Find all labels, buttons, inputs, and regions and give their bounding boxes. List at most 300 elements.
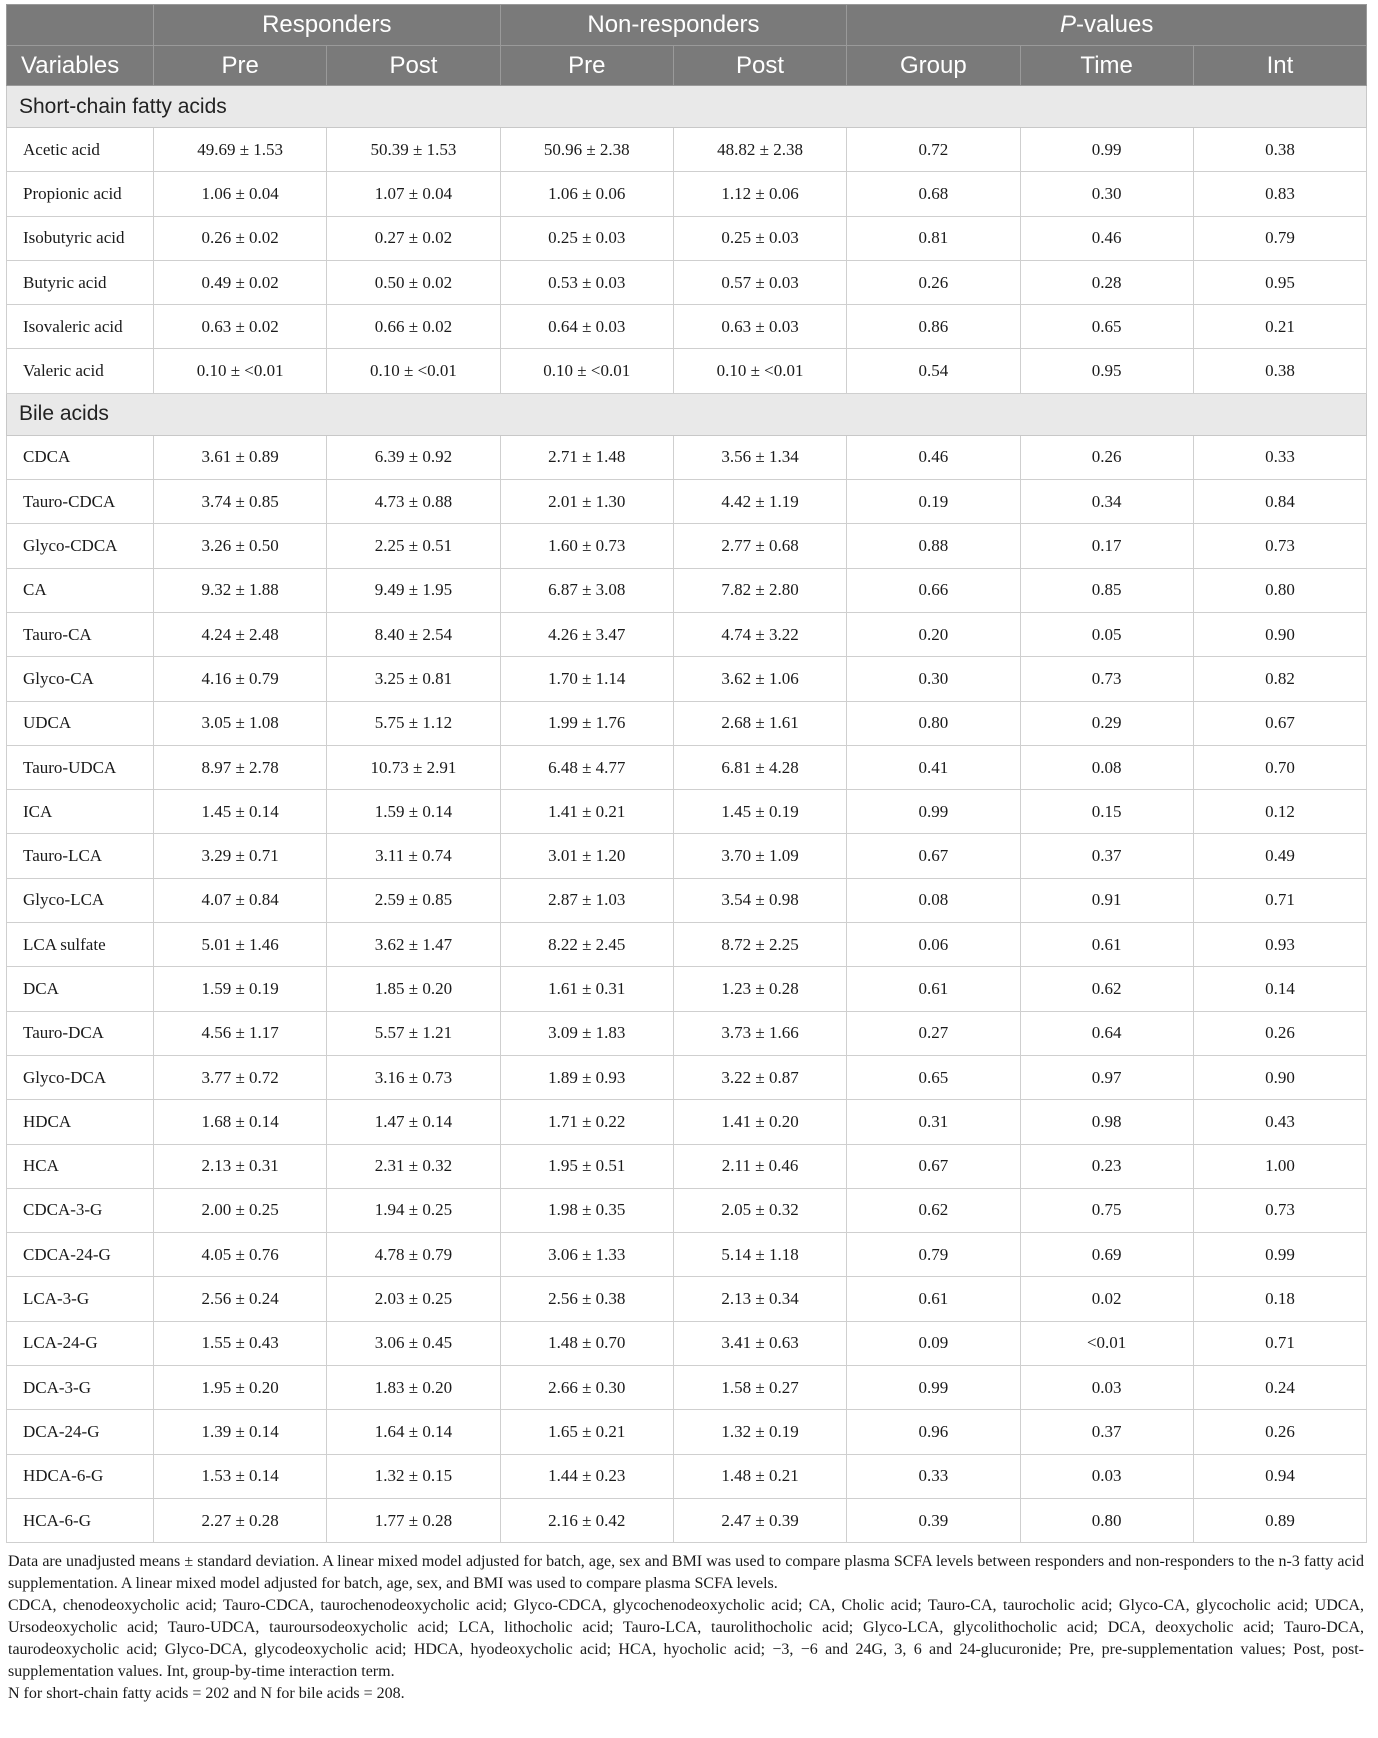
header-variables: Variables — [7, 46, 154, 86]
responders-post-cell: 0.66 ± 0.02 — [327, 305, 500, 349]
responders-post-cell: 1.83 ± 0.20 — [327, 1366, 500, 1410]
header-time: Time — [1020, 46, 1193, 86]
p-group-cell: 0.06 — [847, 923, 1020, 967]
p-group-cell: 0.09 — [847, 1321, 1020, 1365]
header-responders-post: Post — [327, 46, 500, 86]
p-int-cell: 0.73 — [1193, 524, 1366, 568]
p-group-cell: 0.79 — [847, 1233, 1020, 1277]
variable-name-cell: Glyco-DCA — [7, 1055, 154, 1099]
p-int-cell: 0.14 — [1193, 967, 1366, 1011]
non-responders-post-cell: 1.23 ± 0.28 — [673, 967, 846, 1011]
p-group-cell: 0.30 — [847, 657, 1020, 701]
table-row — [7, 1454, 1367, 1498]
footnote: CDCA, chenodeoxycholic acid; Tauro-CDCA, taurochenodeoxycholic acid; Glyco-CDCA, glycochenodeoxycholic acid; CA, Cholic acid; Tauro-CA, taurocholic acid; Glyco-CA, glycocholic acid; UDCA, Ursodeoxycholic acid; Tauro-UDCA, tauroursodeoxycholic acid; LCA, lithocholic acid; Tauro-LCA, taurolithocholic acid; Glyco-LCA, glycolithocholic acid; DCA, deoxycholic acid; Tauro-DCA, taurodeoxycholic acid; Glyco-DCA, glycodeoxycholic acid; HDCA, hyodeoxycholic acid; HCA, hyocholic acid; −3, −6 and 24G, 3, 6 and 24-glucuronide; Pre, pre-supplementation values; Post, post-supplementation values. Int, group-by-time interaction term. — [8, 1597, 1364, 1681]
responders-pre-cell: 49.69 ± 1.53 — [154, 128, 327, 172]
non-responders-post-cell: 2.13 ± 0.34 — [673, 1277, 846, 1321]
p-time-cell: 0.91 — [1020, 878, 1193, 922]
non-responders-pre-cell: 4.26 ± 3.47 — [500, 612, 673, 656]
non-responders-pre-cell: 1.48 ± 0.70 — [500, 1321, 673, 1365]
p-int-cell: 0.99 — [1193, 1233, 1366, 1277]
non-responders-pre-cell: 6.48 ± 4.77 — [500, 745, 673, 789]
p-time-cell: 0.69 — [1020, 1233, 1193, 1277]
p-group-cell: 0.41 — [847, 745, 1020, 789]
non-responders-pre-cell: 1.98 ± 0.35 — [500, 1188, 673, 1232]
p-int-cell: 0.26 — [1193, 1410, 1366, 1454]
p-group-cell: 0.68 — [847, 172, 1020, 216]
responders-post-cell: 1.59 ± 0.14 — [327, 790, 500, 834]
responders-pre-cell: 1.45 ± 0.14 — [154, 790, 327, 834]
non-responders-pre-cell: 1.89 ± 0.93 — [500, 1055, 673, 1099]
variable-name-cell: HCA — [7, 1144, 154, 1188]
non-responders-pre-cell: 3.09 ± 1.83 — [500, 1011, 673, 1055]
responders-pre-cell: 4.56 ± 1.17 — [154, 1011, 327, 1055]
responders-pre-cell: 1.39 ± 0.14 — [154, 1410, 327, 1454]
variable-name-cell: Acetic acid — [7, 128, 154, 172]
non-responders-pre-cell: 3.06 ± 1.33 — [500, 1233, 673, 1277]
p-int-cell: 0.73 — [1193, 1188, 1366, 1232]
table-row — [7, 1498, 1367, 1542]
p-time-cell: 0.85 — [1020, 568, 1193, 612]
table-row — [7, 1144, 1367, 1188]
responders-post-cell: 0.27 ± 0.02 — [327, 216, 500, 260]
p-int-cell: 1.00 — [1193, 1144, 1366, 1188]
p-int-cell: 0.90 — [1193, 1055, 1366, 1099]
responders-post-cell: 1.47 ± 0.14 — [327, 1100, 500, 1144]
table-row — [7, 260, 1367, 304]
table-row — [7, 878, 1367, 922]
table-row — [7, 790, 1367, 834]
variable-name-cell: Valeric acid — [7, 349, 154, 393]
responders-post-cell: 3.25 ± 0.81 — [327, 657, 500, 701]
non-responders-post-cell: 3.73 ± 1.66 — [673, 1011, 846, 1055]
table-row — [7, 1100, 1367, 1144]
p-group-cell: 0.33 — [847, 1454, 1020, 1498]
table-row — [7, 701, 1367, 745]
variable-name-cell: CDCA-24-G — [7, 1233, 154, 1277]
variable-name-cell: DCA-24-G — [7, 1410, 154, 1454]
responders-pre-cell: 2.00 ± 0.25 — [154, 1188, 327, 1232]
table-row — [7, 435, 1367, 479]
non-responders-post-cell: 2.47 ± 0.39 — [673, 1498, 846, 1542]
p-int-cell: 0.83 — [1193, 172, 1366, 216]
table-row — [7, 128, 1367, 172]
non-responders-post-cell: 2.77 ± 0.68 — [673, 524, 846, 568]
non-responders-pre-cell: 2.16 ± 0.42 — [500, 1498, 673, 1542]
p-int-cell: 0.33 — [1193, 435, 1366, 479]
p-group-cell: 0.19 — [847, 480, 1020, 524]
p-int-cell: 0.71 — [1193, 878, 1366, 922]
variable-name-cell: Isovaleric acid — [7, 305, 154, 349]
variable-name-cell: LCA-3-G — [7, 1277, 154, 1321]
non-responders-post-cell: 3.62 ± 1.06 — [673, 657, 846, 701]
table-row — [7, 923, 1367, 967]
responders-post-cell: 2.25 ± 0.51 — [327, 524, 500, 568]
table-row — [7, 1055, 1367, 1099]
non-responders-post-cell: 1.41 ± 0.20 — [673, 1100, 846, 1144]
responders-pre-cell: 2.27 ± 0.28 — [154, 1498, 327, 1542]
header-p-values — [847, 5, 1367, 46]
p-time-cell: <0.01 — [1020, 1321, 1193, 1365]
responders-pre-cell: 5.01 ± 1.46 — [154, 923, 327, 967]
non-responders-pre-cell: 1.65 ± 0.21 — [500, 1410, 673, 1454]
responders-pre-cell: 1.68 ± 0.14 — [154, 1100, 327, 1144]
p-time-cell: 0.29 — [1020, 701, 1193, 745]
non-responders-pre-cell: 8.22 ± 2.45 — [500, 923, 673, 967]
responders-post-cell: 6.39 ± 0.92 — [327, 435, 500, 479]
variable-name-cell: Glyco-CA — [7, 657, 154, 701]
non-responders-pre-cell: 2.01 ± 1.30 — [500, 480, 673, 524]
non-responders-post-cell: 3.56 ± 1.34 — [673, 435, 846, 479]
p-group-cell: 0.61 — [847, 1277, 1020, 1321]
p-int-cell: 0.70 — [1193, 745, 1366, 789]
variable-name-cell: UDCA — [7, 701, 154, 745]
responders-pre-cell: 3.29 ± 0.71 — [154, 834, 327, 878]
p-group-cell: 0.26 — [847, 260, 1020, 304]
header-int: Int — [1193, 46, 1366, 86]
table-row — [7, 1410, 1367, 1454]
p-time-cell: 0.95 — [1020, 349, 1193, 393]
p-int-cell: 0.38 — [1193, 349, 1366, 393]
non-responders-pre-cell: 1.61 ± 0.31 — [500, 967, 673, 1011]
p-group-cell: 0.99 — [847, 790, 1020, 834]
responders-pre-cell: 2.13 ± 0.31 — [154, 1144, 327, 1188]
responders-post-cell: 1.32 ± 0.15 — [327, 1454, 500, 1498]
section-row — [7, 86, 1367, 128]
p-int-cell: 0.90 — [1193, 612, 1366, 656]
p-group-cell: 0.81 — [847, 216, 1020, 260]
non-responders-post-cell: 2.68 ± 1.61 — [673, 701, 846, 745]
responders-pre-cell: 2.56 ± 0.24 — [154, 1277, 327, 1321]
p-time-cell: 0.30 — [1020, 172, 1193, 216]
responders-pre-cell: 4.16 ± 0.79 — [154, 657, 327, 701]
non-responders-pre-cell: 1.60 ± 0.73 — [500, 524, 673, 568]
p-int-cell: 0.79 — [1193, 216, 1366, 260]
non-responders-post-cell: 1.48 ± 0.21 — [673, 1454, 846, 1498]
p-time-cell: 0.03 — [1020, 1454, 1193, 1498]
variable-name-cell: HCA-6-G — [7, 1498, 154, 1542]
responders-pre-cell: 3.61 ± 0.89 — [154, 435, 327, 479]
p-group-cell: 0.61 — [847, 967, 1020, 1011]
table-row — [7, 568, 1367, 612]
responders-post-cell: 5.57 ± 1.21 — [327, 1011, 500, 1055]
table-row — [7, 1321, 1367, 1365]
non-responders-pre-cell: 50.96 ± 2.38 — [500, 128, 673, 172]
p-time-cell: 0.97 — [1020, 1055, 1193, 1099]
responders-pre-cell: 1.59 ± 0.19 — [154, 967, 327, 1011]
p-group-cell: 0.31 — [847, 1100, 1020, 1144]
responders-post-cell: 5.75 ± 1.12 — [327, 701, 500, 745]
p-time-cell: 0.23 — [1020, 1144, 1193, 1188]
non-responders-pre-cell: 0.53 ± 0.03 — [500, 260, 673, 304]
p-group-cell: 0.27 — [847, 1011, 1020, 1055]
p-int-cell: 0.84 — [1193, 480, 1366, 524]
non-responders-post-cell: 3.41 ± 0.63 — [673, 1321, 846, 1365]
responders-pre-cell: 0.26 ± 0.02 — [154, 216, 327, 260]
non-responders-post-cell: 7.82 ± 2.80 — [673, 568, 846, 612]
variable-name-cell: Tauro-CA — [7, 612, 154, 656]
table-container — [6, 4, 1366, 1705]
table-row — [7, 745, 1367, 789]
variable-name-cell: DCA — [7, 967, 154, 1011]
non-responders-post-cell: 0.63 ± 0.03 — [673, 305, 846, 349]
non-responders-pre-cell: 2.87 ± 1.03 — [500, 878, 673, 922]
responders-post-cell: 0.50 ± 0.02 — [327, 260, 500, 304]
variable-name-cell: Glyco-LCA — [7, 878, 154, 922]
table-row — [7, 967, 1367, 1011]
p-time-cell: 0.61 — [1020, 923, 1193, 967]
responders-post-cell: 1.94 ± 0.25 — [327, 1188, 500, 1232]
p-group-cell: 0.99 — [847, 1366, 1020, 1410]
p-group-cell: 0.66 — [847, 568, 1020, 612]
p-time-cell: 0.64 — [1020, 1011, 1193, 1055]
responders-post-cell: 50.39 ± 1.53 — [327, 128, 500, 172]
footnote: Data are unadjusted means ± standard deviation. A linear mixed model adjusted for batch, age, sex and BMI was used to compare plasma SCFA levels between responders and non-responders to the n-3 fatty acid supplementation. A linear mixed model adjusted for batch, age, sex, and BMI was used to compare plasma SCFA levels. — [8, 1553, 1364, 1593]
variable-name-cell: Propionic acid — [7, 172, 154, 216]
table-row — [7, 1277, 1367, 1321]
non-responders-post-cell: 3.70 ± 1.09 — [673, 834, 846, 878]
non-responders-pre-cell: 0.64 ± 0.03 — [500, 305, 673, 349]
p-group-cell: 0.86 — [847, 305, 1020, 349]
p-group-cell: 0.72 — [847, 128, 1020, 172]
variable-name-cell: CDCA-3-G — [7, 1188, 154, 1232]
p-int-cell: 0.12 — [1193, 790, 1366, 834]
p-int-cell: 0.24 — [1193, 1366, 1366, 1410]
responders-pre-cell: 0.49 ± 0.02 — [154, 260, 327, 304]
data-table — [6, 4, 1367, 1543]
p-group-cell: 0.62 — [847, 1188, 1020, 1232]
section-title: Short-chain fatty acids — [7, 86, 1367, 128]
non-responders-pre-cell: 6.87 ± 3.08 — [500, 568, 673, 612]
variable-name-cell: HDCA — [7, 1100, 154, 1144]
non-responders-pre-cell: 1.99 ± 1.76 — [500, 701, 673, 745]
responders-pre-cell: 0.63 ± 0.02 — [154, 305, 327, 349]
p-int-cell: 0.93 — [1193, 923, 1366, 967]
table-row — [7, 1011, 1367, 1055]
responders-pre-cell: 1.95 ± 0.20 — [154, 1366, 327, 1410]
p-int-cell: 0.43 — [1193, 1100, 1366, 1144]
non-responders-pre-cell: 0.25 ± 0.03 — [500, 216, 673, 260]
p-int-cell: 0.89 — [1193, 1498, 1366, 1542]
non-responders-post-cell: 2.11 ± 0.46 — [673, 1144, 846, 1188]
variable-name-cell: CA — [7, 568, 154, 612]
p-group-cell: 0.46 — [847, 435, 1020, 479]
non-responders-pre-cell: 1.95 ± 0.51 — [500, 1144, 673, 1188]
non-responders-post-cell: 6.81 ± 4.28 — [673, 745, 846, 789]
non-responders-pre-cell: 1.70 ± 1.14 — [500, 657, 673, 701]
responders-pre-cell: 3.26 ± 0.50 — [154, 524, 327, 568]
responders-post-cell: 1.85 ± 0.20 — [327, 967, 500, 1011]
p-group-cell: 0.80 — [847, 701, 1020, 745]
p-time-cell: 0.80 — [1020, 1498, 1193, 1542]
table-row — [7, 172, 1367, 216]
p-time-cell: 0.03 — [1020, 1366, 1193, 1410]
table-header — [7, 5, 1367, 86]
non-responders-post-cell: 2.05 ± 0.32 — [673, 1188, 846, 1232]
p-time-cell: 0.28 — [1020, 260, 1193, 304]
variable-name-cell: ICA — [7, 790, 154, 834]
non-responders-pre-cell: 1.41 ± 0.21 — [500, 790, 673, 834]
non-responders-post-cell: 1.58 ± 0.27 — [673, 1366, 846, 1410]
p-time-cell: 0.75 — [1020, 1188, 1193, 1232]
responders-post-cell: 1.07 ± 0.04 — [327, 172, 500, 216]
responders-post-cell: 3.11 ± 0.74 — [327, 834, 500, 878]
variable-name-cell: HDCA-6-G — [7, 1454, 154, 1498]
non-responders-post-cell: 4.42 ± 1.19 — [673, 480, 846, 524]
non-responders-post-cell: 48.82 ± 2.38 — [673, 128, 846, 172]
p-group-cell: 0.96 — [847, 1410, 1020, 1454]
responders-post-cell: 0.10 ± <0.01 — [327, 349, 500, 393]
p-group-cell: 0.88 — [847, 524, 1020, 568]
p-int-cell: 0.18 — [1193, 1277, 1366, 1321]
variable-name-cell: Isobutyric acid — [7, 216, 154, 260]
header-p-values-rest: -values — [1075, 11, 1154, 38]
non-responders-post-cell: 1.12 ± 0.06 — [673, 172, 846, 216]
responders-post-cell: 2.59 ± 0.85 — [327, 878, 500, 922]
header-non-responders-pre: Pre — [500, 46, 673, 86]
non-responders-post-cell: 1.45 ± 0.19 — [673, 790, 846, 834]
responders-post-cell: 1.77 ± 0.28 — [327, 1498, 500, 1542]
responders-pre-cell: 1.06 ± 0.04 — [154, 172, 327, 216]
header-non-responders: Non-responders — [500, 5, 847, 46]
p-time-cell: 0.15 — [1020, 790, 1193, 834]
variable-name-cell: Tauro-DCA — [7, 1011, 154, 1055]
responders-pre-cell: 1.53 ± 0.14 — [154, 1454, 327, 1498]
p-time-cell: 0.65 — [1020, 305, 1193, 349]
p-int-cell: 0.82 — [1193, 657, 1366, 701]
header-blank — [7, 5, 154, 46]
p-int-cell: 0.71 — [1193, 1321, 1366, 1365]
p-int-cell: 0.26 — [1193, 1011, 1366, 1055]
responders-pre-cell: 4.24 ± 2.48 — [154, 612, 327, 656]
p-time-cell: 0.26 — [1020, 435, 1193, 479]
responders-post-cell: 2.03 ± 0.25 — [327, 1277, 500, 1321]
responders-post-cell: 3.06 ± 0.45 — [327, 1321, 500, 1365]
responders-pre-cell: 3.77 ± 0.72 — [154, 1055, 327, 1099]
non-responders-pre-cell: 1.44 ± 0.23 — [500, 1454, 673, 1498]
p-time-cell: 0.99 — [1020, 128, 1193, 172]
section-title: Bile acids — [7, 393, 1367, 435]
table-row — [7, 349, 1367, 393]
p-int-cell: 0.94 — [1193, 1454, 1366, 1498]
non-responders-post-cell: 0.10 ± <0.01 — [673, 349, 846, 393]
table-footnotes — [6, 1551, 1366, 1705]
non-responders-post-cell: 4.74 ± 3.22 — [673, 612, 846, 656]
non-responders-pre-cell: 0.10 ± <0.01 — [500, 349, 673, 393]
responders-post-cell: 10.73 ± 2.91 — [327, 745, 500, 789]
p-group-cell: 0.54 — [847, 349, 1020, 393]
responders-pre-cell: 1.55 ± 0.43 — [154, 1321, 327, 1365]
non-responders-pre-cell: 2.66 ± 0.30 — [500, 1366, 673, 1410]
non-responders-post-cell: 1.32 ± 0.19 — [673, 1410, 846, 1454]
responders-post-cell: 4.78 ± 0.79 — [327, 1233, 500, 1277]
p-time-cell: 0.17 — [1020, 524, 1193, 568]
table-row — [7, 524, 1367, 568]
non-responders-post-cell: 0.57 ± 0.03 — [673, 260, 846, 304]
p-time-cell: 0.98 — [1020, 1100, 1193, 1144]
p-time-cell: 0.46 — [1020, 216, 1193, 260]
non-responders-pre-cell: 1.71 ± 0.22 — [500, 1100, 673, 1144]
p-time-cell: 0.05 — [1020, 612, 1193, 656]
footnote: N for short-chain fatty acids = 202 and N for bile acids = 208. — [8, 1685, 405, 1703]
non-responders-pre-cell: 1.06 ± 0.06 — [500, 172, 673, 216]
variable-name-cell: Tauro-LCA — [7, 834, 154, 878]
variable-name-cell: LCA sulfate — [7, 923, 154, 967]
non-responders-pre-cell: 2.56 ± 0.38 — [500, 1277, 673, 1321]
p-int-cell: 0.21 — [1193, 305, 1366, 349]
table-row — [7, 1188, 1367, 1232]
p-int-cell: 0.49 — [1193, 834, 1366, 878]
responders-post-cell: 8.40 ± 2.54 — [327, 612, 500, 656]
p-time-cell: 0.08 — [1020, 745, 1193, 789]
p-time-cell: 0.02 — [1020, 1277, 1193, 1321]
p-group-cell: 0.67 — [847, 1144, 1020, 1188]
non-responders-post-cell: 5.14 ± 1.18 — [673, 1233, 846, 1277]
p-group-cell: 0.08 — [847, 878, 1020, 922]
table-row — [7, 305, 1367, 349]
header-group: Group — [847, 46, 1020, 86]
table-body — [7, 86, 1367, 1543]
header-responders: Responders — [154, 5, 501, 46]
header-non-responders-post: Post — [673, 46, 846, 86]
non-responders-pre-cell: 3.01 ± 1.20 — [500, 834, 673, 878]
responders-post-cell: 1.64 ± 0.14 — [327, 1410, 500, 1454]
non-responders-pre-cell: 2.71 ± 1.48 — [500, 435, 673, 479]
table-row — [7, 834, 1367, 878]
p-group-cell: 0.65 — [847, 1055, 1020, 1099]
p-int-cell: 0.67 — [1193, 701, 1366, 745]
p-time-cell: 0.37 — [1020, 1410, 1193, 1454]
p-int-cell: 0.95 — [1193, 260, 1366, 304]
responders-post-cell: 9.49 ± 1.95 — [327, 568, 500, 612]
table-row — [7, 1366, 1367, 1410]
non-responders-post-cell: 3.54 ± 0.98 — [673, 878, 846, 922]
variable-name-cell: CDCA — [7, 435, 154, 479]
responders-pre-cell: 8.97 ± 2.78 — [154, 745, 327, 789]
variable-name-cell: Glyco-CDCA — [7, 524, 154, 568]
non-responders-post-cell: 3.22 ± 0.87 — [673, 1055, 846, 1099]
variable-name-cell: Tauro-CDCA — [7, 480, 154, 524]
p-group-cell: 0.20 — [847, 612, 1020, 656]
header-responders-pre: Pre — [154, 46, 327, 86]
responders-post-cell: 3.16 ± 0.73 — [327, 1055, 500, 1099]
p-group-cell: 0.39 — [847, 1498, 1020, 1542]
responders-pre-cell: 3.74 ± 0.85 — [154, 480, 327, 524]
p-time-cell: 0.73 — [1020, 657, 1193, 701]
table-row — [7, 216, 1367, 260]
p-time-cell: 0.37 — [1020, 834, 1193, 878]
table-row — [7, 657, 1367, 701]
p-int-cell: 0.38 — [1193, 128, 1366, 172]
non-responders-post-cell: 0.25 ± 0.03 — [673, 216, 846, 260]
variable-name-cell: Butyric acid — [7, 260, 154, 304]
variable-name-cell: DCA-3-G — [7, 1366, 154, 1410]
responders-post-cell: 3.62 ± 1.47 — [327, 923, 500, 967]
table-row — [7, 480, 1367, 524]
non-responders-post-cell: 8.72 ± 2.25 — [673, 923, 846, 967]
responders-pre-cell: 4.05 ± 0.76 — [154, 1233, 327, 1277]
responders-pre-cell: 3.05 ± 1.08 — [154, 701, 327, 745]
table-row — [7, 1233, 1367, 1277]
responders-pre-cell: 0.10 ± <0.01 — [154, 349, 327, 393]
responders-post-cell: 4.73 ± 0.88 — [327, 480, 500, 524]
p-int-cell: 0.80 — [1193, 568, 1366, 612]
variable-name-cell: LCA-24-G — [7, 1321, 154, 1365]
p-group-cell: 0.67 — [847, 834, 1020, 878]
p-time-cell: 0.62 — [1020, 967, 1193, 1011]
section-row — [7, 393, 1367, 435]
table-row — [7, 612, 1367, 656]
header-p-values-italic: P — [1059, 11, 1076, 38]
